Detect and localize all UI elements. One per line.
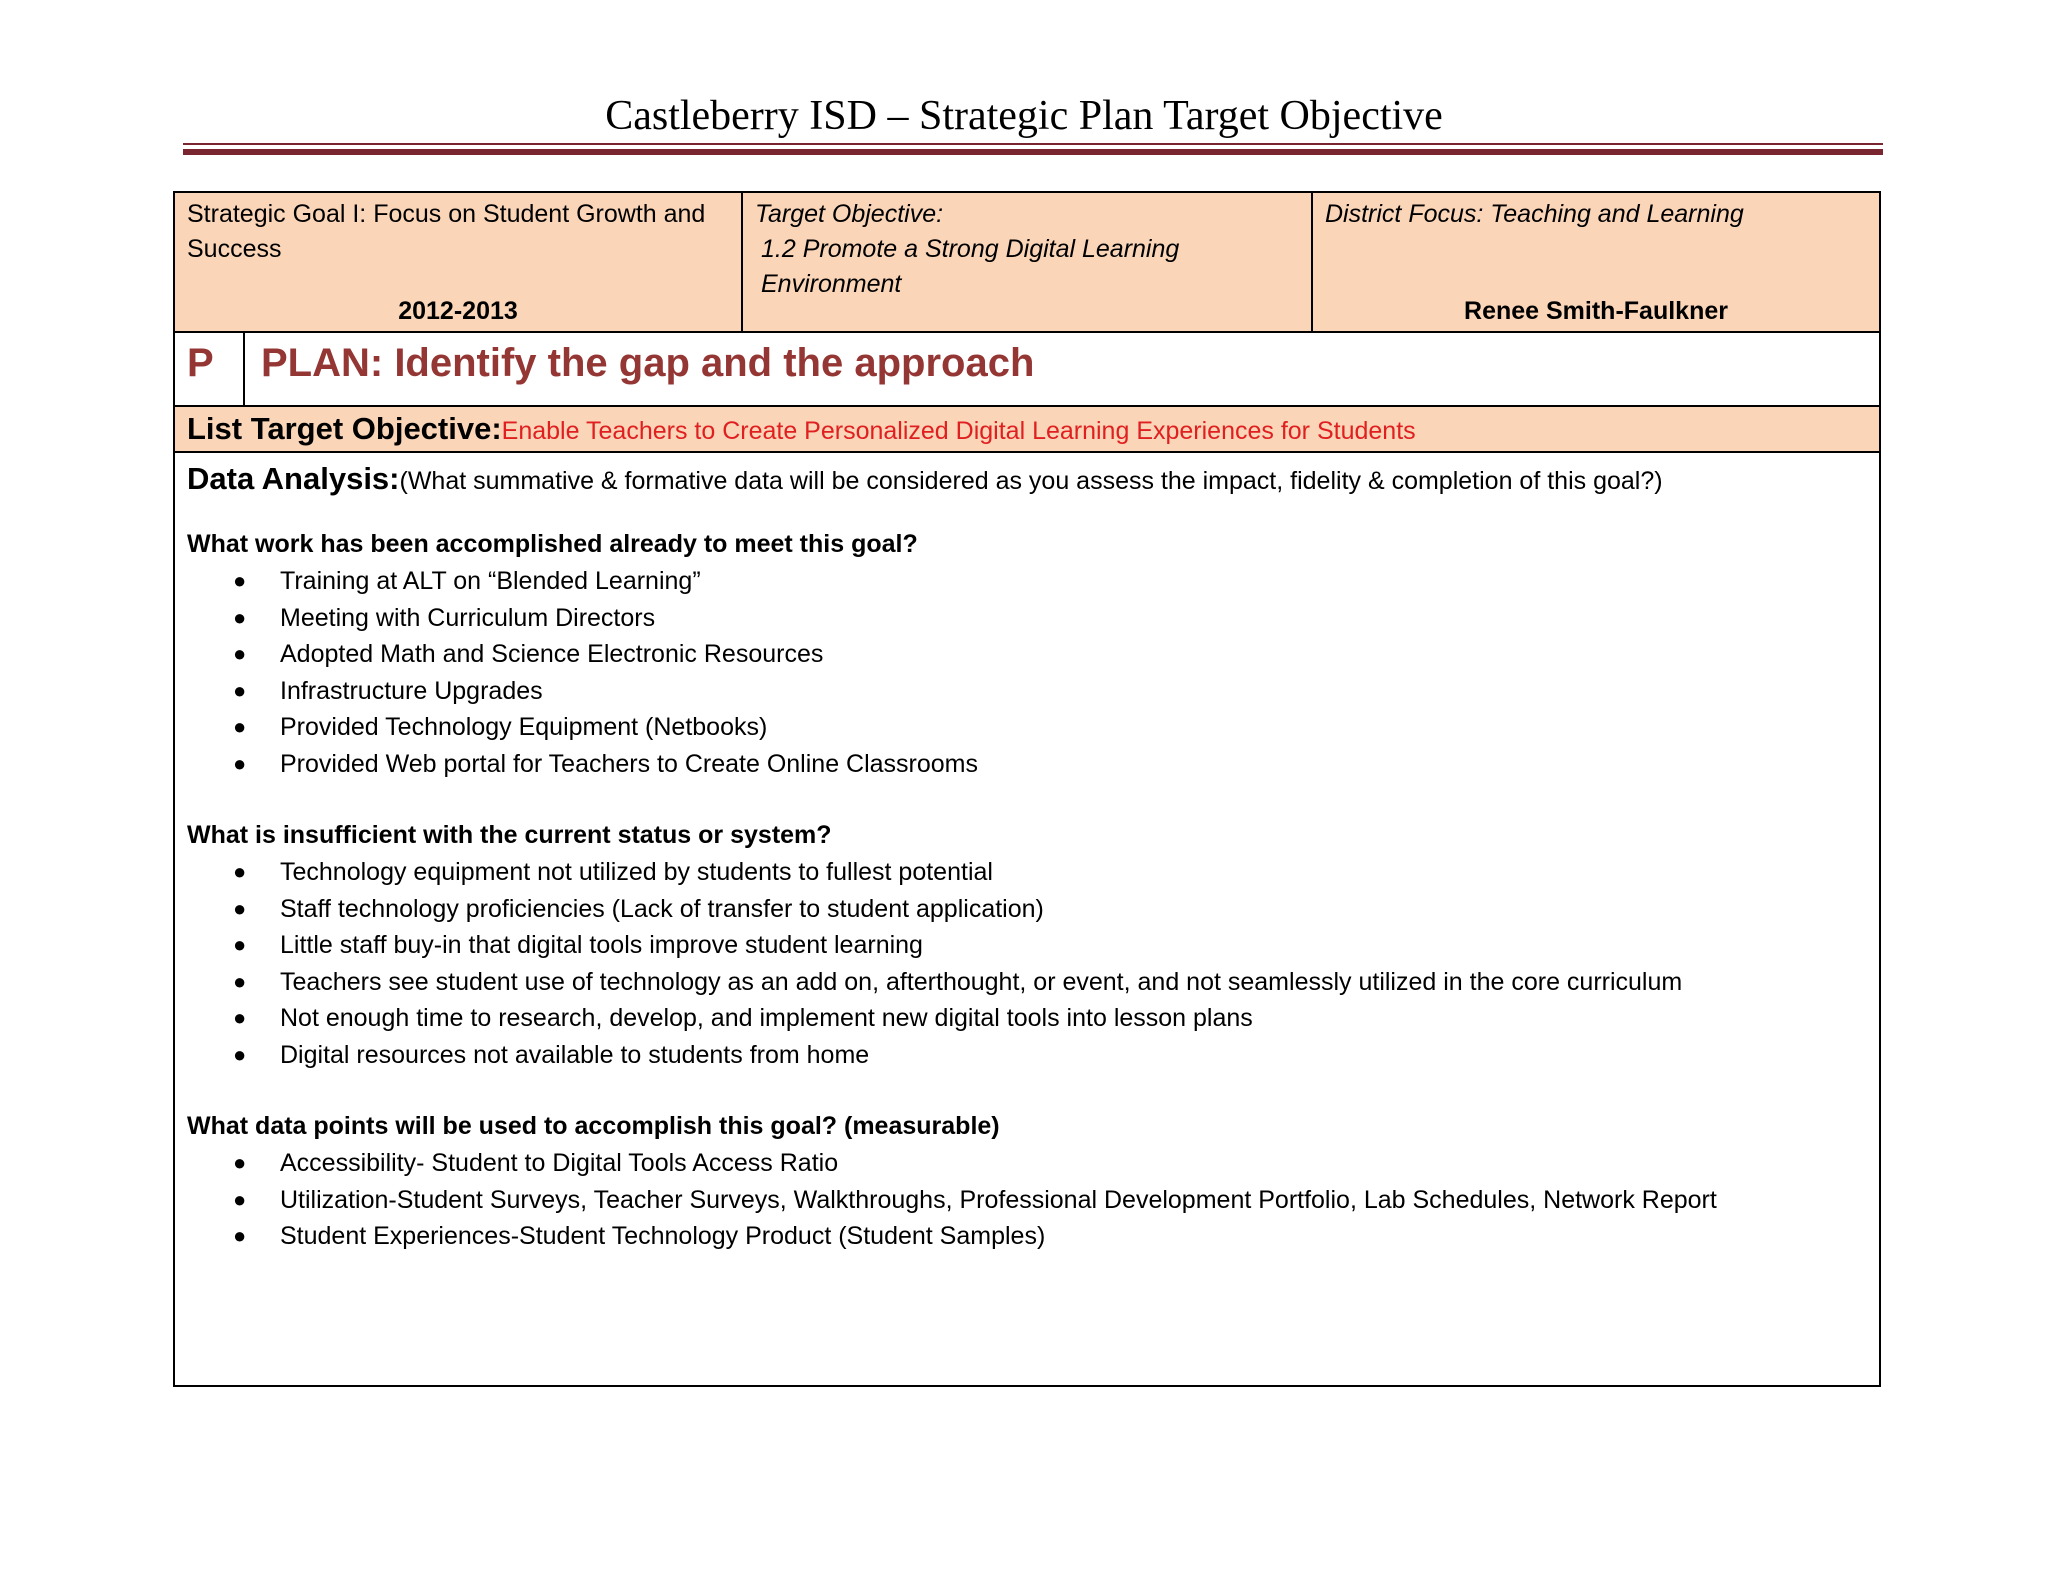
list-item: ● Provided Web portal for Teachers to Create Online Classrooms	[187, 746, 1867, 783]
data-analysis-content	[187, 453, 1867, 1255]
bullet-icon: ●	[233, 1186, 247, 1212]
section-question: What data points will be used to accomplish this goal? (measurable)	[187, 1112, 1000, 1140]
list-item: ● Digital resources not available to students from home	[187, 1037, 1867, 1074]
spacer	[187, 1073, 1867, 1107]
title-rule-thin	[183, 143, 1883, 145]
school-year: 2012-2013	[398, 297, 518, 325]
bullet-icon: ●	[233, 677, 247, 703]
list-target-objective-row	[175, 407, 1879, 453]
spacer	[187, 782, 1867, 816]
list-item: ● Training at ALT on “Blended Learning”	[187, 563, 1867, 600]
list-item: ● Technology equipment not utilized by students to fullest potential	[187, 854, 1867, 891]
plan-table	[173, 191, 1881, 1387]
data-analysis-heading	[187, 453, 1867, 505]
document-title: Castleberry ISD – Strategic Plan Target Objective	[605, 93, 1443, 139]
strategic-goal-text: Strategic Goal I: Focus on Student Growth and Success	[187, 200, 706, 263]
list-target-objective-value: Enable Teachers to Create Personalized Digital Learning Experiences for Students	[501, 417, 1416, 445]
bullet-icon: ●	[233, 714, 247, 739]
bullet-list	[187, 563, 1867, 782]
bullet-icon: ●	[233, 1150, 247, 1175]
list-item: ● Meeting with Curriculum Directors	[187, 600, 1867, 637]
plan-title: PLAN: Identify the gap and the approach	[261, 341, 1035, 385]
data-analysis-label: Data Analysis:	[187, 461, 400, 496]
bullet-icon: ●	[233, 1005, 247, 1030]
list-item: ● Little staff buy-in that digital tools improve student learning	[187, 927, 1867, 964]
bullet-list	[187, 1145, 1867, 1255]
list-item: ● Teachers see student use of technology as an add on, afterthought, or event, and not seamlessly utilized in the core curriculum	[187, 964, 1867, 1001]
section-question: What is insufficient with the current status or system?	[187, 821, 832, 849]
list-target-objective-label: List Target Objective:	[187, 411, 502, 446]
bullet-list	[187, 854, 1867, 1073]
target-objective-text: 1.2 Promote a Strong Digital Learning Environment	[761, 235, 1180, 298]
strategic-goal-cell	[175, 193, 743, 331]
bullet-icon: ●	[233, 568, 247, 593]
data-analysis-prompt: (What summative & formative data will be considered as you assess the impact, fidelity & completion of this goal?)	[399, 467, 1663, 495]
bullet-icon: ●	[233, 604, 247, 630]
section-question: What work has been accomplished already to meet this goal?	[187, 530, 918, 558]
list-item: ● Staff technology proficiencies (Lack of transfer to student application)	[187, 891, 1867, 928]
bullet-icon: ●	[233, 1223, 247, 1248]
list-item: ● Provided Technology Equipment (Netbooks)	[187, 709, 1867, 746]
list-item: ● Accessibility- Student to Digital Tools Access Ratio	[187, 1145, 1867, 1182]
spacer	[187, 505, 1867, 525]
plan-letter: P	[175, 333, 245, 405]
list-item: ● Adopted Math and Science Electronic Resources	[187, 636, 1867, 673]
bullet-icon: ●	[233, 1041, 247, 1067]
plan-row	[175, 333, 1879, 407]
title-rule-thick	[183, 149, 1883, 155]
district-focus-text: District Focus: Teaching and Learning	[1325, 200, 1744, 228]
district-focus-cell	[1313, 193, 1879, 331]
section-accomplished	[187, 525, 1867, 782]
bullet-icon: ●	[233, 859, 247, 884]
bullet-icon: ●	[233, 750, 247, 776]
target-objective-label: Target Objective:	[755, 200, 944, 228]
bullet-icon: ●	[233, 895, 247, 921]
owner-name: Renee Smith-Faulkner	[1464, 297, 1728, 325]
header-row	[175, 193, 1879, 333]
list-item: ● Infrastructure Upgrades	[187, 673, 1867, 710]
bullet-icon: ●	[233, 641, 247, 666]
bullet-icon: ●	[233, 932, 247, 957]
section-insufficient	[187, 816, 1867, 1073]
list-item: ● Not enough time to research, develop, and implement new digital tools into lesson plans	[187, 1000, 1867, 1037]
target-objective-cell	[743, 193, 1313, 331]
bullet-icon: ●	[233, 968, 247, 994]
list-item: ● Student Experiences-Student Technology Product (Student Samples)	[187, 1218, 1867, 1255]
section-data-points	[187, 1107, 1867, 1255]
list-item: ● Utilization-Student Surveys, Teacher Surveys, Walkthroughs, Professional Development Portfolio, Lab Schedules, Network Report	[187, 1182, 1867, 1219]
